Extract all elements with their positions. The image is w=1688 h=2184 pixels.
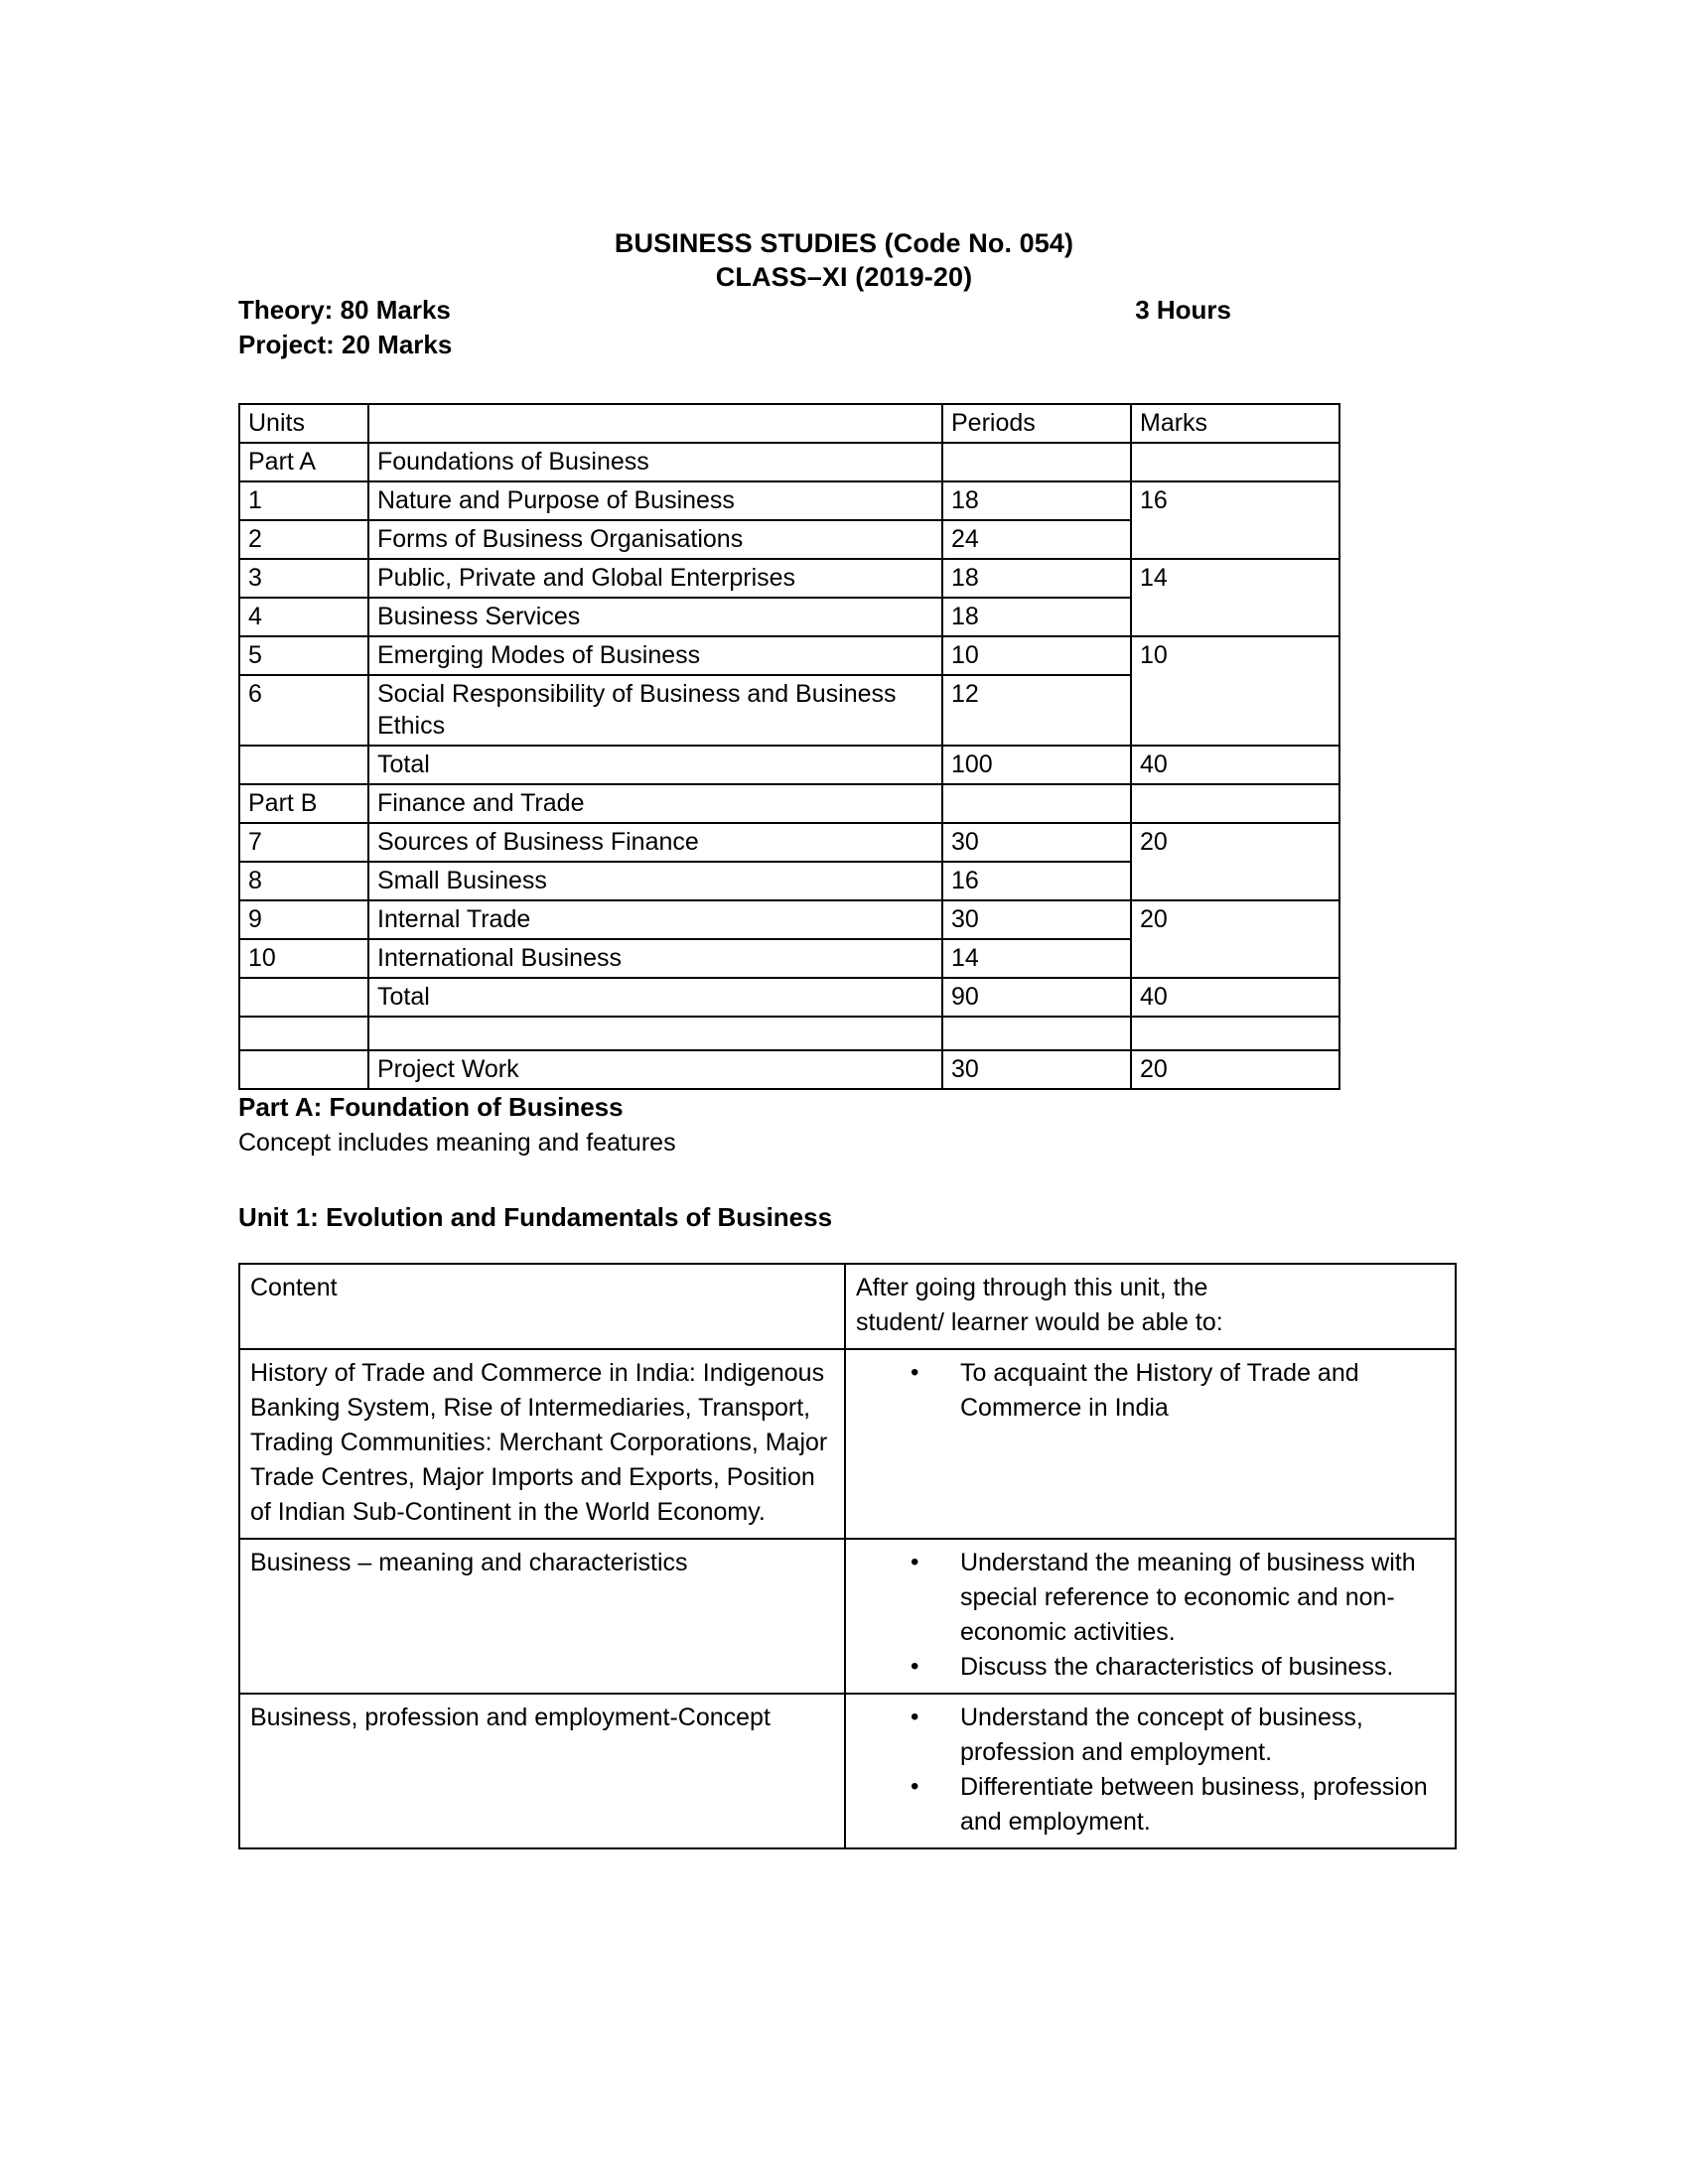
unit-name: Nature and Purpose of Business — [368, 481, 942, 520]
column-header-marks: Marks — [1131, 404, 1339, 443]
table-row — [239, 1694, 1456, 1848]
syllabus-structure-table — [238, 403, 1338, 1090]
learning-outcomes-table — [238, 1263, 1455, 1849]
unit-marks: 16 — [1131, 481, 1339, 559]
unit-name: Social Responsibility of Business and Business Ethics — [368, 675, 942, 746]
unit-name: Small Business — [368, 862, 942, 900]
marks-breakdown — [238, 293, 452, 362]
part-a-section-note: Concept includes meaning and features — [238, 1129, 676, 1157]
unit-periods: 12 — [942, 675, 1131, 746]
unit-name: International Business — [368, 939, 942, 978]
unit-periods: 30 — [942, 823, 1131, 862]
outcomes-list — [856, 1546, 1445, 1685]
unit-number: 9 — [239, 900, 368, 939]
table-row — [239, 823, 1339, 862]
total-units-blank — [239, 746, 368, 784]
exam-meta-row — [238, 293, 1460, 362]
table-row — [239, 1349, 1456, 1539]
table-row — [239, 1539, 1456, 1694]
unit-name: Sources of Business Finance — [368, 823, 942, 862]
total-marks: 40 — [1131, 978, 1339, 1017]
unit-marks: 10 — [1131, 636, 1339, 746]
total-marks: 40 — [1131, 746, 1339, 784]
column-header-outcomes-line-2: student/ learner would be able to: — [856, 1308, 1223, 1336]
unit-name: Internal Trade — [368, 900, 942, 939]
column-header-periods: Periods — [942, 404, 1131, 443]
bullet-icon: • — [911, 1549, 919, 1575]
list-item-label: Understand the concept of business, profession and employment. — [960, 1704, 1363, 1766]
list-item — [856, 1356, 1445, 1426]
unit-name: Business Services — [368, 598, 942, 636]
part-b-heading-row — [239, 784, 1339, 823]
table-row — [239, 900, 1339, 939]
total-periods: 100 — [942, 746, 1131, 784]
unit-number: 2 — [239, 520, 368, 559]
outcomes-list — [856, 1701, 1445, 1840]
unit-periods: 24 — [942, 520, 1131, 559]
list-item — [856, 1546, 1445, 1650]
page-title-line-2: CLASS–XI (2019-20) — [715, 262, 973, 292]
unit-number: 3 — [239, 559, 368, 598]
list-item — [856, 1701, 1445, 1770]
total-label: Total — [368, 978, 942, 1017]
column-header-units: Units — [239, 404, 368, 443]
table-header-row — [239, 1264, 1456, 1349]
unit-periods: 14 — [942, 939, 1131, 978]
spacer-cell-units — [239, 1017, 368, 1050]
project-marks: Project: 20 Marks — [238, 330, 453, 359]
list-item — [856, 1650, 1445, 1685]
column-header-content: Content — [239, 1264, 845, 1349]
unit-1-heading: Unit 1: Evolution and Fundamentals of Business — [238, 1202, 833, 1232]
spacer-row — [239, 1017, 1339, 1050]
list-item-label: Differentiate between business, profession and employment. — [960, 1773, 1428, 1836]
table-header-row — [239, 404, 1339, 443]
spacer-cell-description — [368, 1017, 942, 1050]
project-work-periods: 30 — [942, 1050, 1131, 1089]
unit-number: 6 — [239, 675, 368, 746]
unit-name: Public, Private and Global Enterprises — [368, 559, 942, 598]
part-b-periods-blank — [942, 784, 1131, 823]
unit-number: 8 — [239, 862, 368, 900]
unit-marks: 20 — [1131, 900, 1339, 978]
part-b-total-row — [239, 978, 1339, 1017]
page-title-line-1: BUSINESS STUDIES (Code No. 054) — [614, 228, 1074, 258]
bullet-icon: • — [911, 1359, 919, 1386]
exam-duration: 3 Hours — [1135, 295, 1231, 325]
part-a-section-heading: Part A: Foundation of Business — [238, 1092, 624, 1122]
list-item-label: Understand the meaning of business with special reference to economic and non-economic activities. — [960, 1549, 1416, 1646]
column-header-outcomes-line-1: After going through this unit, the — [856, 1274, 1208, 1301]
part-a-label: Part A — [239, 443, 368, 481]
spacer-cell-periods — [942, 1017, 1131, 1050]
unit-name: Forms of Business Organisations — [368, 520, 942, 559]
unit-periods: 16 — [942, 862, 1131, 900]
unit-marks: 20 — [1131, 823, 1339, 900]
part-a-heading-row — [239, 443, 1339, 481]
unit-periods: 18 — [942, 559, 1131, 598]
total-periods: 90 — [942, 978, 1131, 1017]
content-cell: Business – meaning and characteristics — [239, 1539, 845, 1694]
column-header-description — [368, 404, 942, 443]
table-row — [239, 481, 1339, 520]
column-header-outcomes — [845, 1264, 1456, 1349]
unit-number: 5 — [239, 636, 368, 675]
total-label: Total — [368, 746, 942, 784]
project-work-row — [239, 1050, 1339, 1089]
theory-marks: Theory: 80 Marks — [238, 295, 451, 325]
unit-number: 7 — [239, 823, 368, 862]
list-item — [856, 1770, 1445, 1840]
part-a-marks-blank — [1131, 443, 1339, 481]
bullet-icon: • — [911, 1773, 919, 1800]
table-row — [239, 559, 1339, 598]
document-title-block — [0, 226, 1688, 294]
table-row — [239, 636, 1339, 675]
part-b-label: Part B — [239, 784, 368, 823]
bullet-icon: • — [911, 1653, 919, 1680]
total-units-blank — [239, 978, 368, 1017]
part-a-total-row — [239, 746, 1339, 784]
bullet-icon: • — [911, 1704, 919, 1730]
unit-name: Emerging Modes of Business — [368, 636, 942, 675]
project-work-marks: 20 — [1131, 1050, 1339, 1089]
unit-periods: 18 — [942, 598, 1131, 636]
spacer-cell-marks — [1131, 1017, 1339, 1050]
part-a-title: Foundations of Business — [368, 443, 942, 481]
project-work-label: Project Work — [368, 1050, 942, 1089]
list-item-label: Discuss the characteristics of business. — [960, 1653, 1394, 1681]
unit-number: 10 — [239, 939, 368, 978]
unit-periods: 30 — [942, 900, 1131, 939]
content-cell: History of Trade and Commerce in India: Indigenous Banking System, Rise of Intermediaries, Transport, Trading Communities: Merchant Corporations, Major Trade Centres, Major Imports and Exports, Position of Indian Sub-Continent in the World Economy. — [239, 1349, 845, 1539]
outcomes-cell — [845, 1349, 1456, 1539]
unit-periods: 18 — [942, 481, 1131, 520]
unit-number: 1 — [239, 481, 368, 520]
outcomes-list — [856, 1356, 1445, 1426]
unit-periods: 10 — [942, 636, 1131, 675]
project-work-units-blank — [239, 1050, 368, 1089]
part-b-title: Finance and Trade — [368, 784, 942, 823]
part-a-periods-blank — [942, 443, 1131, 481]
content-cell: Business, profession and employment-Concept — [239, 1694, 845, 1848]
unit-marks: 14 — [1131, 559, 1339, 636]
part-b-marks-blank — [1131, 784, 1339, 823]
outcomes-cell — [845, 1694, 1456, 1848]
list-item-label: To acquaint the History of Trade and Commerce in India — [960, 1359, 1359, 1422]
unit-number: 4 — [239, 598, 368, 636]
outcomes-cell — [845, 1539, 1456, 1694]
